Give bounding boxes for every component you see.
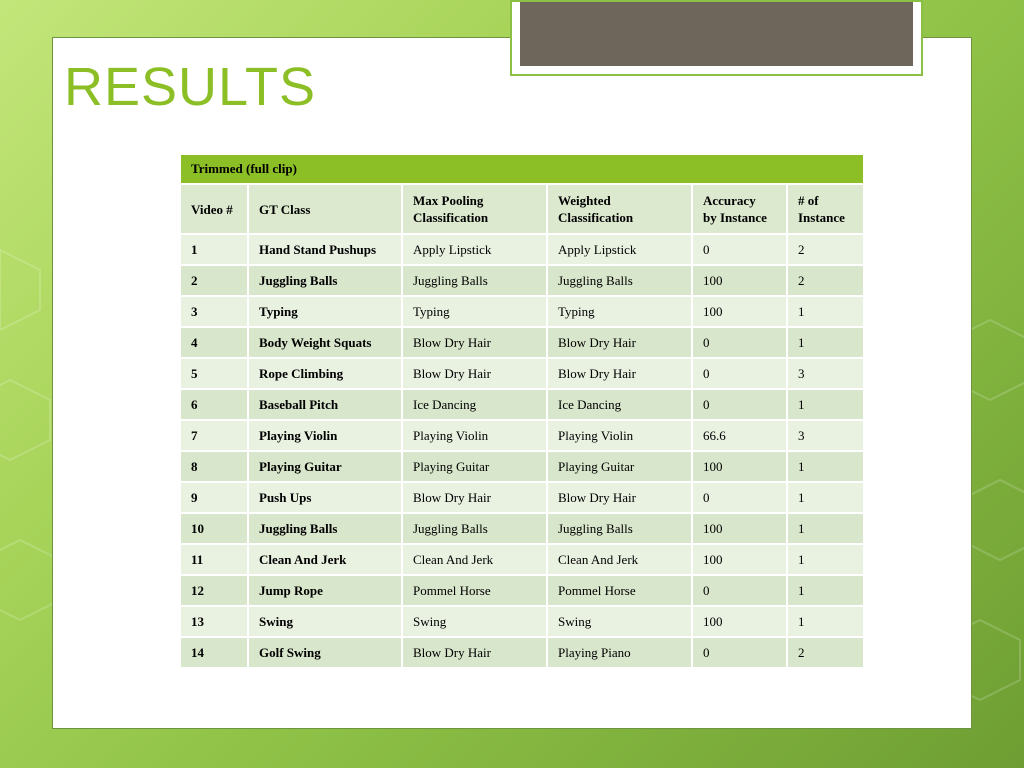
header-accuracy [692, 184, 787, 234]
cell-weighted: Blow Dry Hair [547, 327, 692, 358]
cell-instances: 1 [787, 389, 864, 420]
cell-accuracy: 0 [692, 358, 787, 389]
cell-video-number: 5 [180, 358, 248, 389]
table-caption-row [180, 154, 864, 184]
cell-instances: 1 [787, 544, 864, 575]
header-line: Instance [798, 210, 845, 225]
photo-frame [510, 0, 923, 76]
cell-max-pooling: Typing [402, 296, 547, 327]
cell-instances: 3 [787, 358, 864, 389]
cell-gt-class: Typing [248, 296, 402, 327]
cell-accuracy: 100 [692, 606, 787, 637]
header-weighted [547, 184, 692, 234]
table-row [180, 482, 864, 513]
cell-instances: 1 [787, 451, 864, 482]
table-header-row [180, 184, 864, 234]
cell-max-pooling: Ice Dancing [402, 389, 547, 420]
cell-max-pooling: Pommel Horse [402, 575, 547, 606]
cell-video-number: 7 [180, 420, 248, 451]
slide-title: RESULTS [64, 57, 317, 117]
cell-instances: 3 [787, 420, 864, 451]
cell-video-number: 4 [180, 327, 248, 358]
cell-video-number: 14 [180, 637, 248, 668]
table-row [180, 358, 864, 389]
cell-weighted: Blow Dry Hair [547, 358, 692, 389]
cell-video-number: 11 [180, 544, 248, 575]
cell-weighted: Typing [547, 296, 692, 327]
cell-accuracy: 0 [692, 482, 787, 513]
cell-accuracy: 0 [692, 327, 787, 358]
cell-instances: 2 [787, 234, 864, 265]
cell-gt-class: Push Ups [248, 482, 402, 513]
cell-gt-class: Playing Guitar [248, 451, 402, 482]
table-caption: Trimmed (full clip) [180, 154, 864, 184]
cell-gt-class: Juggling Balls [248, 265, 402, 296]
table-row [180, 606, 864, 637]
cell-gt-class: Juggling Balls [248, 513, 402, 544]
cell-weighted: Blow Dry Hair [547, 482, 692, 513]
header-max-pooling [402, 184, 547, 234]
cell-gt-class: Baseball Pitch [248, 389, 402, 420]
cell-weighted: Playing Piano [547, 637, 692, 668]
results-table [179, 153, 865, 669]
cell-accuracy: 0 [692, 575, 787, 606]
cell-gt-class: Hand Stand Pushups [248, 234, 402, 265]
cell-weighted: Ice Dancing [547, 389, 692, 420]
cell-max-pooling: Playing Violin [402, 420, 547, 451]
header-line: Max Pooling [413, 193, 484, 208]
table-row [180, 451, 864, 482]
cell-video-number: 2 [180, 265, 248, 296]
cell-weighted: Pommel Horse [547, 575, 692, 606]
cell-accuracy: 66.6 [692, 420, 787, 451]
cell-max-pooling: Swing [402, 606, 547, 637]
cell-max-pooling: Blow Dry Hair [402, 482, 547, 513]
header-line: Classification [558, 210, 634, 225]
cell-max-pooling: Clean And Jerk [402, 544, 547, 575]
cell-weighted: Playing Guitar [547, 451, 692, 482]
cell-video-number: 9 [180, 482, 248, 513]
cell-instances: 1 [787, 327, 864, 358]
cell-instances: 1 [787, 296, 864, 327]
cell-video-number: 1 [180, 234, 248, 265]
header-line: Weighted [558, 193, 611, 208]
header-line: GT Class [259, 201, 311, 217]
cell-instances: 1 [787, 575, 864, 606]
cell-max-pooling: Juggling Balls [402, 513, 547, 544]
cell-weighted: Clean And Jerk [547, 544, 692, 575]
table-body [180, 234, 864, 668]
header-photo [520, 2, 913, 66]
cell-weighted: Swing [547, 606, 692, 637]
cell-gt-class: Playing Violin [248, 420, 402, 451]
cell-weighted: Juggling Balls [547, 265, 692, 296]
cell-weighted: Apply Lipstick [547, 234, 692, 265]
cell-max-pooling: Blow Dry Hair [402, 358, 547, 389]
cell-gt-class: Jump Rope [248, 575, 402, 606]
header-line: # of [798, 193, 819, 208]
cell-max-pooling: Blow Dry Hair [402, 637, 547, 668]
cell-accuracy: 0 [692, 637, 787, 668]
cell-instances: 1 [787, 513, 864, 544]
cell-instances: 2 [787, 637, 864, 668]
header-line: Video # [191, 201, 233, 217]
cell-instances: 2 [787, 265, 864, 296]
cell-weighted: Juggling Balls [547, 513, 692, 544]
table-row [180, 296, 864, 327]
table-row [180, 544, 864, 575]
cell-max-pooling: Blow Dry Hair [402, 327, 547, 358]
table-row [180, 513, 864, 544]
table-row [180, 420, 864, 451]
table-row [180, 575, 864, 606]
cell-gt-class: Rope Climbing [248, 358, 402, 389]
cell-weighted: Playing Violin [547, 420, 692, 451]
cell-video-number: 3 [180, 296, 248, 327]
cell-max-pooling: Juggling Balls [402, 265, 547, 296]
cell-gt-class: Body Weight Squats [248, 327, 402, 358]
cell-instances: 1 [787, 482, 864, 513]
cell-accuracy: 0 [692, 389, 787, 420]
header-line: by Instance [703, 210, 767, 225]
header-video-number [180, 184, 248, 234]
cell-video-number: 10 [180, 513, 248, 544]
cell-max-pooling: Apply Lipstick [402, 234, 547, 265]
table-row [180, 234, 864, 265]
cell-max-pooling: Playing Guitar [402, 451, 547, 482]
cell-accuracy: 100 [692, 265, 787, 296]
cell-gt-class: Swing [248, 606, 402, 637]
cell-video-number: 8 [180, 451, 248, 482]
table-row [180, 389, 864, 420]
header-line: Accuracy [703, 193, 756, 208]
cell-gt-class: Clean And Jerk [248, 544, 402, 575]
table-row [180, 265, 864, 296]
header-instances [787, 184, 864, 234]
cell-instances: 1 [787, 606, 864, 637]
cell-accuracy: 100 [692, 544, 787, 575]
header-gt-class [248, 184, 402, 234]
table-row [180, 327, 864, 358]
cell-video-number: 6 [180, 389, 248, 420]
cell-accuracy: 100 [692, 451, 787, 482]
cell-accuracy: 100 [692, 513, 787, 544]
cell-accuracy: 0 [692, 234, 787, 265]
header-line: Classification [413, 210, 489, 225]
cell-video-number: 13 [180, 606, 248, 637]
cell-video-number: 12 [180, 575, 248, 606]
table-row [180, 637, 864, 668]
cell-gt-class: Golf Swing [248, 637, 402, 668]
cell-accuracy: 100 [692, 296, 787, 327]
